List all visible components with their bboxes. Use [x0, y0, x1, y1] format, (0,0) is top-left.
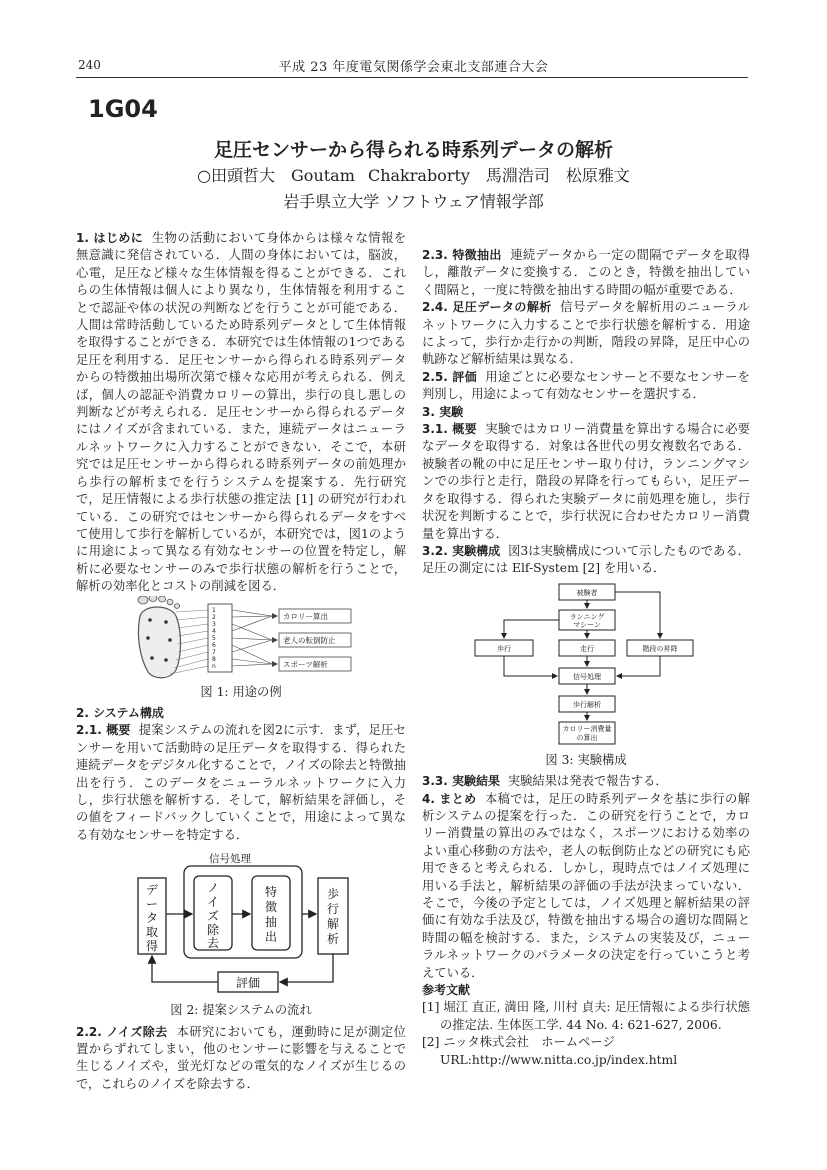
figure-3	[471, 580, 701, 750]
section-1-text: 生物の活動において身体からは様々な情報を無意識に発信されている．人間の身体においては，脳波，心電，足圧など様々な生体情報を得ることができる．これらの生体情報は個人により異なり，生体情報を利用することで認証や体の状況の判断などを行うことが可能である．人間は常時活動しているため時系列データとして生体情報を取得することができる．本研究では生体情報の1つである足圧を利用する．足圧センサーから得られる時系列データからの特徴抽出場所次第で様々な応用が考えられる．例えば，個人の認証や消費カロリーの算出，歩行の良し悪しの判断などが考えられる．足圧センサーから得られるデータにはノイズが含まれている．また，連続データはニューラルネットワークに入力することができない．そこで，本研究では足圧センサーから得られる時系列データの前処理から歩行の解析までを行うシステムを提案する．先行研究で，足圧情報による歩行状態の推定法 [1] の研究が行われている．この研究ではセンサーから得られるデータをすべて使用して歩行を解析しているが，本研究では，図1のように用途によって異なる有効なセンサーの位置を特定し，解析に必要なセンサーのみで歩行状態の解析を行うことで，解析の効率化とコストの削減を図る．	[76, 231, 406, 594]
section-1-heading: 1. はじめに	[76, 231, 144, 245]
section-3-1-paragraph	[422, 421, 750, 543]
section-2-2-heading: 2.2. ノイズ除去	[76, 1024, 168, 1039]
paper-title: 足圧センサーから得られる時系列データの解析	[213, 139, 613, 161]
output-label-sports: スポーツ解析	[283, 659, 328, 669]
figure-2-caption: 図 2: 提案システムの流れ	[170, 1003, 312, 1018]
output-label-fall: 老人の転倒防止	[283, 635, 336, 645]
section-3-1-heading: 3.1. 概要	[422, 422, 477, 437]
figure-1	[126, 596, 356, 682]
section-2-5-text: 用途ごとに必要なセンサーと不要なセンサーを判別し，用途によって有効なセンサーを選択する．	[422, 369, 750, 402]
sensor-num-3: 3	[212, 620, 216, 628]
machine-label-2: マシーン	[573, 620, 601, 629]
evaluation-label: 評価	[235, 976, 261, 991]
section-2-1-paragraph	[76, 722, 406, 844]
section-3-2-paragraph	[422, 543, 750, 578]
subject-label: 被験者	[576, 588, 598, 597]
section-3-2-text: 図3は実験構成について示したものである．足圧の測定には Elf-System [2] を用いる．	[422, 543, 750, 576]
sensor-num-n: n	[212, 662, 216, 670]
section-3-heading-line	[422, 404, 750, 421]
section-2-heading: 2. システム構成	[76, 705, 164, 720]
noise-char-1: ノ	[206, 881, 220, 896]
section-2-3-paragraph	[422, 247, 750, 299]
feature-char-4: 出	[264, 930, 278, 945]
sensor-num-2: 2	[212, 613, 216, 621]
feature-char-2: 徴	[264, 900, 278, 915]
section-1-paragraph	[76, 230, 406, 596]
section-3-3-paragraph	[422, 773, 750, 790]
machine-label-1: ランニング	[569, 612, 605, 621]
sensor-num-8: 8	[212, 655, 216, 663]
sensor-num-4: 4	[212, 627, 216, 635]
section-2-4-heading: 2.4. 足圧データの解析	[422, 300, 552, 315]
paper-code: 1G04	[88, 95, 158, 123]
section-3-3-text: 実験結果は発表で報告する．	[507, 774, 668, 789]
acquire-char-2: ー	[145, 897, 159, 912]
acquire-char-1: デ	[145, 883, 159, 898]
references-heading-line	[422, 982, 750, 999]
sensor-num-5: 5	[212, 634, 216, 642]
noise-char-3: ズ	[206, 909, 220, 924]
reference-1: [1] 堀江 直正, 満田 隆, 川村 貞夫: 足圧情報による歩行状態の推定法. 生体医工学. 44 No. 4: 621-627, 2006.	[422, 1000, 750, 1032]
foot-outline	[138, 607, 180, 678]
running-title: 平成 23 年度電気関係学会東北支部連合大会	[278, 60, 549, 75]
section-2-2-text: 本研究においても，運動時に足が測定位置からずれてしまい，他のセンサーに影響を与えることで生じるノイズや，蛍光灯などの電気的なノイズが生じるので，これらのノイズを除去する．	[76, 1024, 406, 1091]
left-column	[76, 230, 406, 1093]
section-4-text: 本稿では，足圧の時系列データを基に歩行の解析システムの提案を行った．この研究を行うことで，カロリー消費量の算出のみではなく，スポーツにおける効率のよい重心移動の方法や，老人の転倒防止などの研究にも応用できると考えられる．しかし，現時点ではノイズ処理に用いる手法と，解析結果の評価の手法が決まっていない．そこで，今後の予定としては，ノイズ処理と解析結果の評価に有効な手法及び，特徴を抽出する場合の適切な間隔と時間の幅を検討する．また，システムの実装及び，ニューラルネットワークのパラメータの決定を行っていこうと考えている．	[422, 791, 750, 980]
section-2-5-paragraph	[422, 369, 750, 404]
noise-char-4: 除	[206, 923, 220, 938]
calorie-label-2: の算出	[576, 733, 598, 742]
section-2-2-paragraph	[76, 1024, 406, 1094]
section-3-2-heading: 3.2. 実験構成	[422, 543, 501, 558]
analysis-char-3: 解	[326, 917, 340, 932]
page-number: 240	[78, 58, 101, 72]
feature-char-3: 抽	[264, 915, 278, 930]
noise-char-5: 去	[206, 936, 220, 951]
section-2-3-text: 連続データから一定の間隔でデータを取得し，離散データに変換する．このとき，特徴を抽出していく間隔と，一度に特徴を抽出する時間の幅が重要である．	[422, 248, 750, 297]
section-4-heading: 4. まとめ	[422, 791, 477, 806]
paper-authors: ○田頭哲大 Goutam Chakraborty 馬淵浩司 松原雅文	[197, 166, 630, 185]
routing-lines	[232, 610, 272, 666]
section-2-1-heading: 2.1. 概要	[76, 723, 131, 738]
feature-char-1: 特	[264, 885, 278, 900]
section-2-3-heading: 2.3. 特徴抽出	[422, 248, 502, 262]
output-arrows	[272, 613, 278, 667]
right-column	[422, 247, 750, 1069]
calorie-label-1: カロリー消費量	[562, 724, 612, 733]
section-3-heading: 3. 実験	[422, 404, 464, 419]
figure-2	[126, 852, 356, 1000]
gait-label: 歩行解析	[573, 700, 601, 709]
section-3-1-text: 実験ではカロリー消費量を算出する場合に必要なデータを取得する．対象は各世代の男女複数名である．被験者の靴の中に足圧センサー取り付け，ランニングマシンでの歩行と走行，階段の昇降を行ってもらい，足圧データを取得する．得られた実験データに前処理を施し，歩行状況を判断することで，歩行状況に合わせたカロリー消費量を算出する．	[422, 422, 750, 541]
noise-char-2: イ	[206, 895, 220, 910]
reference-2-url: URL:http://www.nitta.co.jp/index.html	[440, 1052, 678, 1067]
section-2-4-paragraph	[422, 299, 750, 369]
header-rule	[76, 77, 748, 78]
stairs-label: 階段の昇降	[642, 644, 678, 653]
analysis-char-1: 歩	[326, 887, 340, 902]
section-2-4-text: 信号データを解析用のニューラルネットワークに入力することで歩行状態を解析する．用途によって，歩行か走行かの判断，階段の昇降，足圧中心の軌跡など解析結果は異なる．	[422, 300, 750, 367]
signal-label: 信号処理	[573, 672, 601, 681]
figure-3-caption: 図 3: 実験構成	[545, 752, 627, 767]
section-2-1-text: 提案システムの流れを図2に示す．まず，足圧センサーを用いて活動時の足圧データを取得する．得られた連続データをデジタル化することで，ノイズの除去と特徴抽出を行う．このデータをニューラルネットワークに入力し，歩行状態を解析する．そして，解析結果を評価し，その値をフィードバックしていくことで，用途によって異なる有効なセンサーを特定する．	[76, 723, 406, 842]
section-4-paragraph	[422, 791, 750, 982]
run-label: 走行	[580, 644, 594, 653]
reference-2: [2] ニッタ株式会社 ホームページ	[422, 1035, 615, 1050]
references-heading: 参考文献	[422, 983, 471, 997]
walk-label: 歩行	[497, 644, 511, 653]
paper-affiliation: 岩手県立大学 ソフトウェア情報学部	[283, 192, 544, 211]
analysis-char-4: 析	[326, 932, 340, 947]
signal-processing-label: 信号処理	[209, 853, 251, 866]
section-2-5-heading: 2.5. 評価	[422, 369, 477, 384]
analysis-char-2: 行	[326, 902, 340, 917]
figure-1-caption: 図 1: 用途の例	[200, 684, 282, 699]
sensor-num-6: 6	[212, 641, 216, 649]
section-2-heading-line	[76, 705, 406, 722]
acquire-char-3: タ	[145, 911, 159, 926]
acquire-char-4: 取	[145, 925, 159, 940]
output-label-calorie: カロリー算出	[283, 611, 328, 621]
sensor-num-1: 1	[212, 606, 216, 614]
sensor-num-7: 7	[212, 648, 216, 656]
acquire-char-5: 得	[145, 939, 159, 954]
section-3-3-heading: 3.3. 実験結果	[422, 774, 500, 789]
